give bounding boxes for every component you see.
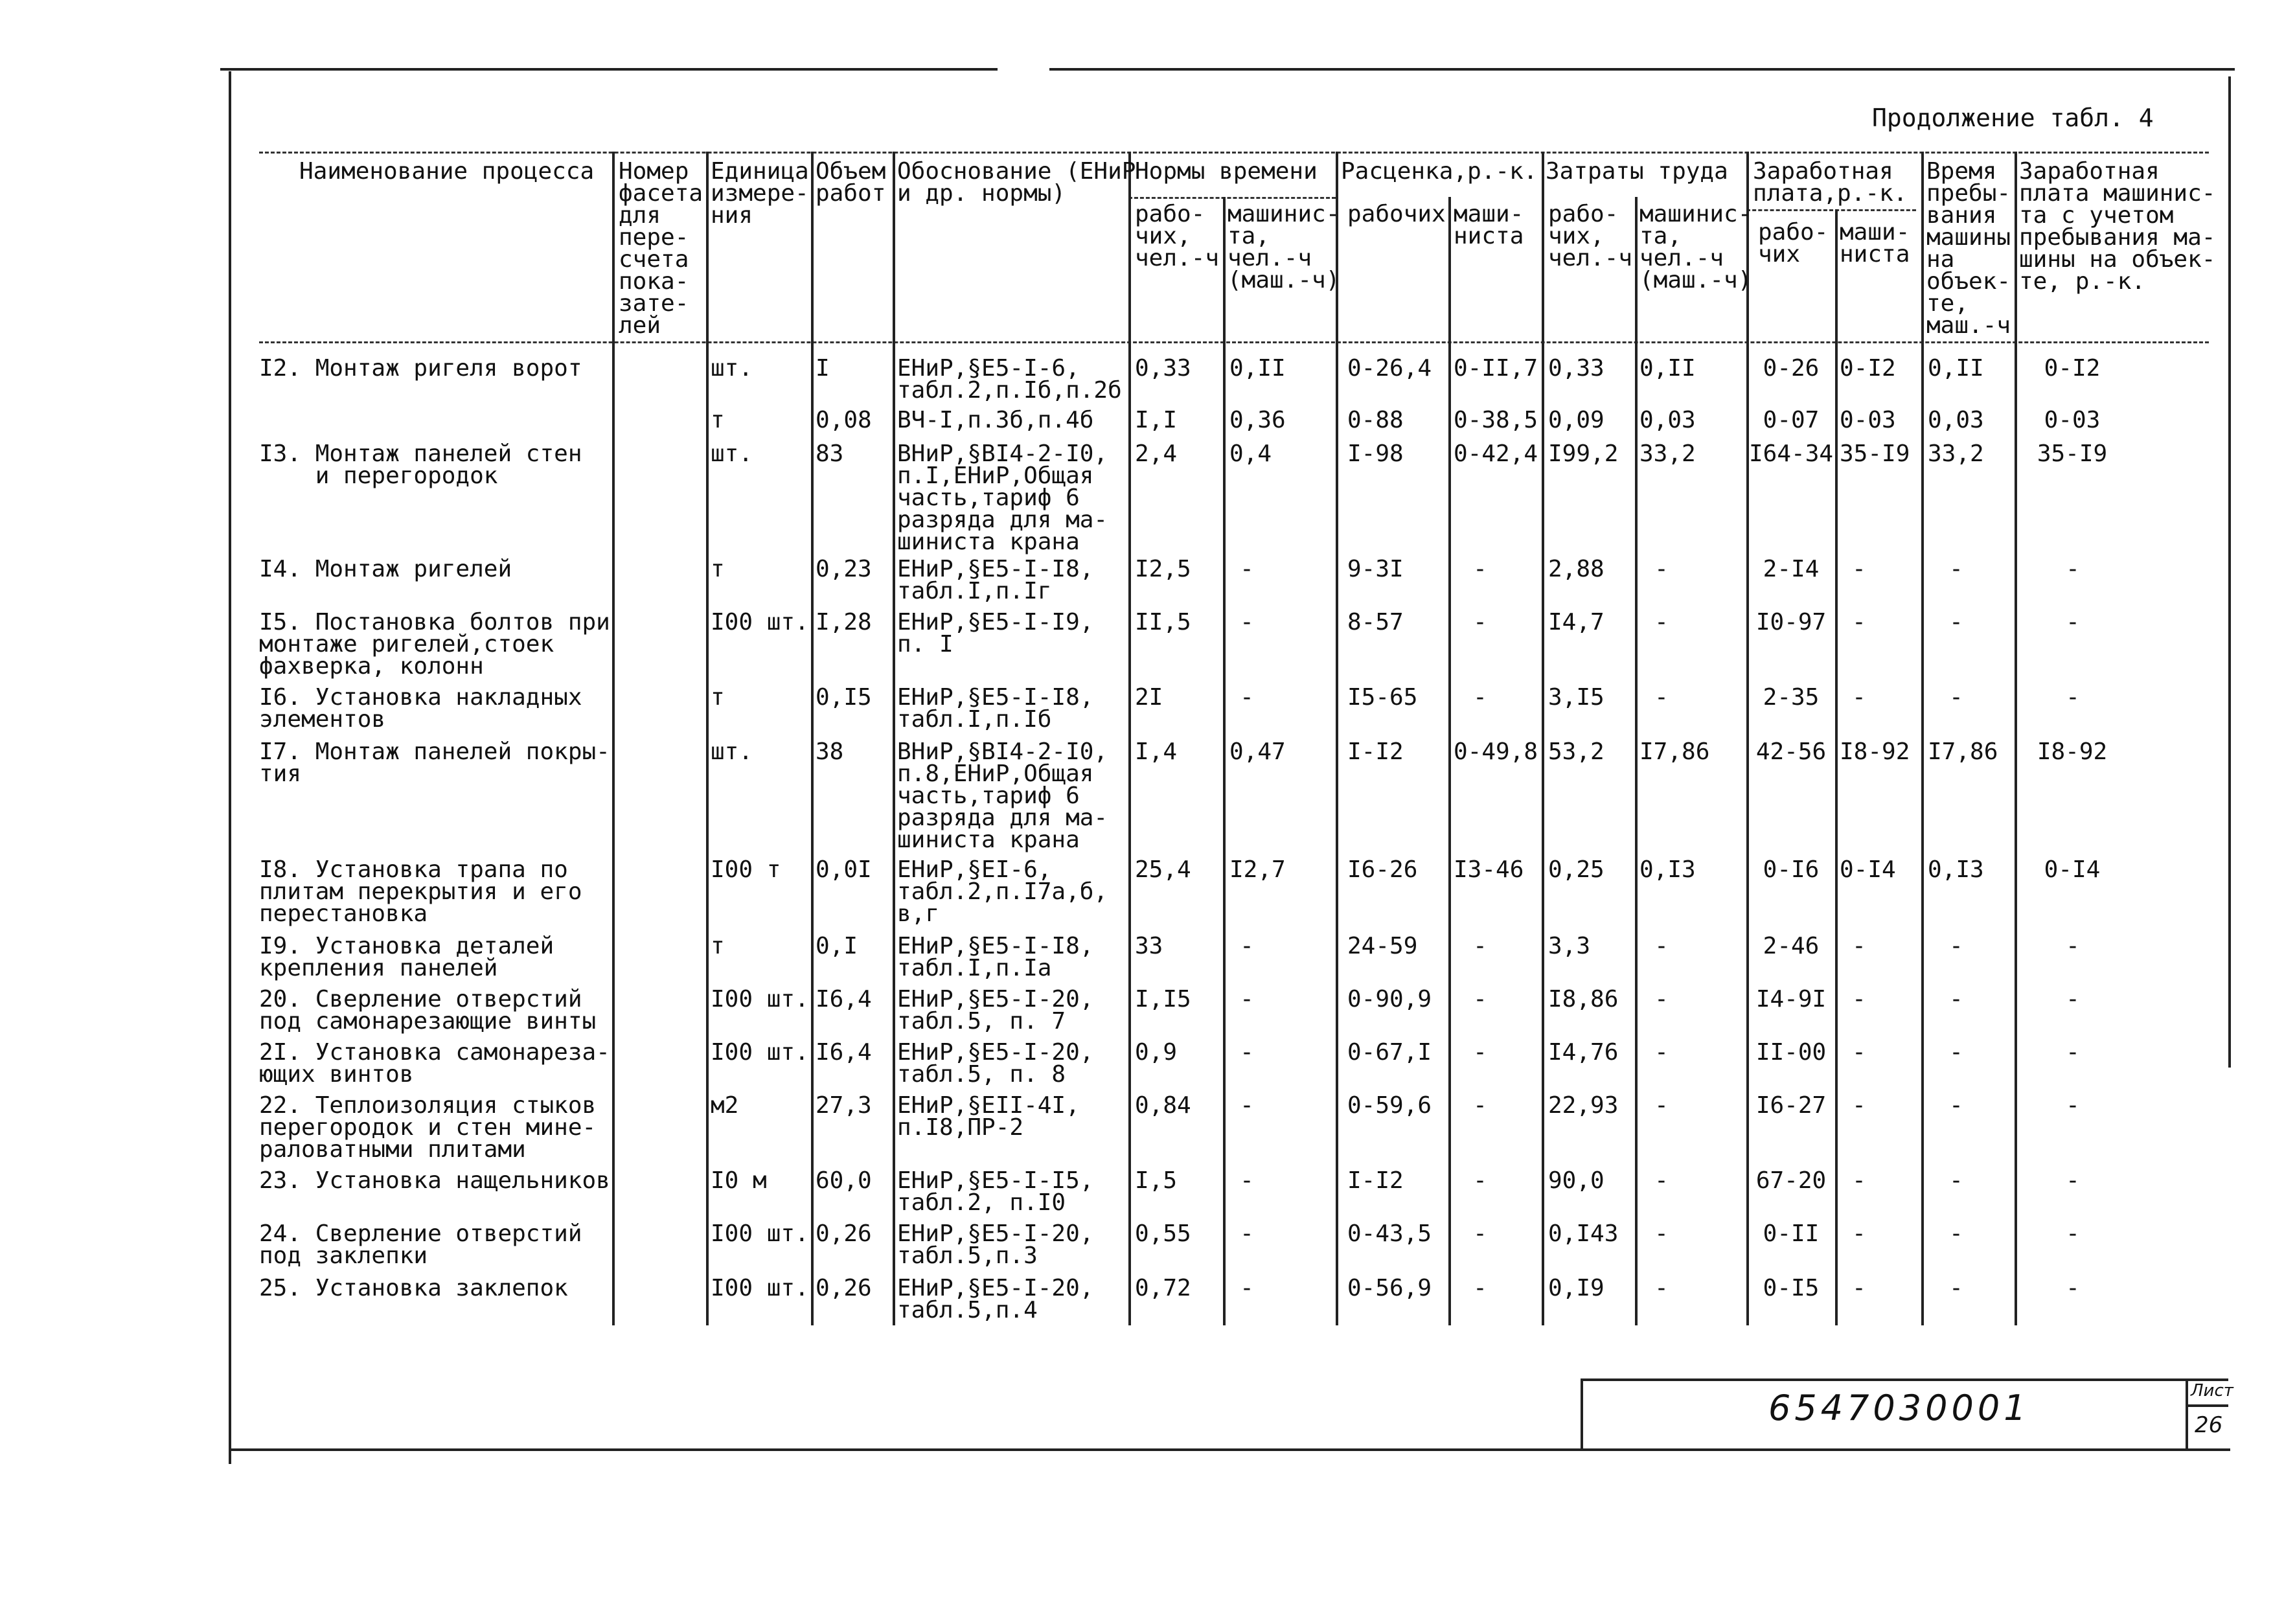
cell-unit: I00 шт. xyxy=(711,986,809,1012)
cell-lm: 0,II xyxy=(1639,355,1696,382)
cell-rw: I-98 xyxy=(1347,440,1404,467)
subheader-line-wage xyxy=(1746,209,1916,211)
cell-nm: - xyxy=(1240,986,1254,1012)
cell-volume: 0,I5 xyxy=(816,684,872,711)
cell-lw: I4,76 xyxy=(1548,1039,1619,1066)
cell-lw: 0,25 xyxy=(1548,856,1605,883)
header-rate-workers: рабочих xyxy=(1347,201,1446,227)
cell-basis: ВЧ-I,п.3б,п.4б xyxy=(897,407,1094,433)
cell-nw: 25,4 xyxy=(1135,856,1191,883)
bottom-border xyxy=(229,1448,2230,1451)
cell-volume: I6,4 xyxy=(816,986,872,1012)
cell-volume: 38 xyxy=(816,738,844,765)
header-volume: Объем работ xyxy=(816,158,886,207)
cell-st: - xyxy=(1949,684,1963,711)
col-line xyxy=(893,152,895,1325)
cell-mw: - xyxy=(2066,1220,2080,1247)
cell-lm: - xyxy=(1654,556,1669,582)
cell-ww: 0-II xyxy=(1763,1220,1820,1247)
cell-ww: 0-I5 xyxy=(1763,1275,1820,1301)
col-line xyxy=(612,152,615,1325)
cell-basis: ЕНиР,§ЕI-6, табл.2,п.I7а,б, в,г xyxy=(897,856,1108,927)
cell-wm: I8-92 xyxy=(1840,738,1910,765)
cell-lm: 0,03 xyxy=(1639,407,1696,433)
cell-unit: шт. xyxy=(711,440,753,467)
cell-nm: - xyxy=(1240,1275,1254,1301)
cell-mw: - xyxy=(2066,609,2080,635)
cell-unit: I00 шт. xyxy=(711,1039,809,1066)
cell-rw: 0-26,4 xyxy=(1347,355,1432,382)
cell-unit: т xyxy=(711,684,725,711)
col-line xyxy=(1223,197,1226,1325)
cell-volume: 0,26 xyxy=(816,1220,872,1247)
cell-rw: 0-67,I xyxy=(1347,1039,1432,1066)
cell-lm: - xyxy=(1654,1220,1669,1247)
cell-mw: - xyxy=(2066,933,2080,959)
stamp-left-line xyxy=(1581,1378,1583,1450)
cell-unit: шт. xyxy=(711,738,753,765)
col-line xyxy=(1128,152,1131,1325)
cell-lm: - xyxy=(1654,609,1669,635)
cell-volume: I xyxy=(816,355,830,382)
cell-rw: I-I2 xyxy=(1347,738,1404,765)
cell-basis: ВНиР,§ВI4-2-I0, п.I,ЕНиР,Общая часть,тариф 6 разряда для ма- шиниста крана xyxy=(897,440,1108,555)
cell-lw: 22,93 xyxy=(1548,1092,1619,1119)
cell-rm: - xyxy=(1473,556,1487,582)
header-norms-workers: рабо- чих, чел.-ч xyxy=(1135,201,1220,271)
cell-ww: 0-07 xyxy=(1763,407,1820,433)
cell-name: 25. Установка заклепок xyxy=(259,1275,568,1301)
cell-st: - xyxy=(1949,1275,1963,1301)
header-rate: Расценка,р.-к. xyxy=(1341,158,1538,185)
cell-rm: - xyxy=(1473,1167,1487,1194)
cell-st: - xyxy=(1949,1220,1963,1247)
cell-volume: 83 xyxy=(816,440,844,467)
cell-ww: 67-20 xyxy=(1755,1167,1827,1194)
cell-nm: - xyxy=(1240,609,1254,635)
cell-ww: 0-I6 xyxy=(1763,856,1820,883)
col-line xyxy=(1448,197,1451,1325)
header-stay-time: Время пребы- вания машины на объек- те, маш.-ч xyxy=(1926,158,2011,339)
cell-st: I7,86 xyxy=(1928,738,1998,765)
cell-lw: 90,0 xyxy=(1548,1167,1605,1194)
cell-wm: 35-I9 xyxy=(1840,440,1910,467)
col-line xyxy=(1921,152,1924,1325)
cell-mw: I8-92 xyxy=(2037,738,2108,765)
cell-unit: I00 шт. xyxy=(711,1275,809,1301)
cell-ww: 42-56 xyxy=(1755,738,1827,765)
cell-ww: 2-35 xyxy=(1763,684,1820,711)
right-border xyxy=(2228,76,2231,1068)
cell-wm: - xyxy=(1852,933,1866,959)
cell-volume: 0,26 xyxy=(816,1275,872,1301)
cell-wm: - xyxy=(1852,986,1866,1012)
sheet-number: 26 xyxy=(2195,1412,2223,1438)
cell-nm: - xyxy=(1240,556,1254,582)
cell-wm: 0-03 xyxy=(1840,407,1896,433)
cell-rm: 0-II,7 xyxy=(1454,355,1538,382)
cell-nm: - xyxy=(1240,1167,1254,1194)
cell-ww: I4-9I xyxy=(1755,986,1827,1012)
cell-mw: - xyxy=(2066,1275,2080,1301)
cell-lw: 2,88 xyxy=(1548,556,1605,582)
cell-st: - xyxy=(1949,1167,1963,1194)
cell-lm: - xyxy=(1654,1275,1669,1301)
cell-st: - xyxy=(1949,933,1963,959)
cell-mw: 0-I2 xyxy=(2044,355,2101,382)
cell-lm: 0,I3 xyxy=(1639,856,1696,883)
header-labor: Затраты труда xyxy=(1546,158,1728,185)
cell-mw: - xyxy=(2066,684,2080,711)
cell-rw: 24-59 xyxy=(1347,933,1418,959)
stamp-top-line xyxy=(1581,1378,2228,1381)
cell-basis: ВНиР,§ВI4-2-I0, п.8,ЕНиР,Общая часть,тариф 6 разряда для ма- шиниста крана xyxy=(897,738,1108,853)
cell-rw: I6-26 xyxy=(1347,856,1418,883)
header-bottom-line xyxy=(259,341,2209,343)
subheader-line-norms xyxy=(1128,197,1336,199)
cell-st: - xyxy=(1949,1039,1963,1066)
cell-wm: - xyxy=(1852,1275,1866,1301)
cell-name: 2I. Установка самонареза- ющих винтов xyxy=(259,1039,610,1088)
top-border-left xyxy=(220,68,998,71)
stamp-divider-line xyxy=(2186,1378,2188,1450)
cell-basis: ЕНиР,§Е5-I-I5, табл.2, п.I0 xyxy=(897,1167,1094,1216)
cell-volume: 0,23 xyxy=(816,556,872,582)
cell-volume: I,28 xyxy=(816,609,872,635)
cell-name: I8. Установка трапа по плитам перекрытия и его перестановка xyxy=(259,856,582,927)
cell-st: 0,03 xyxy=(1928,407,1984,433)
cell-unit: т xyxy=(711,933,725,959)
header-norms-machinist: машинис- та, чел.-ч (маш.-ч) xyxy=(1228,201,1340,293)
cell-volume: 60,0 xyxy=(816,1167,872,1194)
cell-rw: 0-56,9 xyxy=(1347,1275,1432,1301)
cell-nm: - xyxy=(1240,1220,1254,1247)
cell-wm: 0-I2 xyxy=(1840,355,1896,382)
top-border-right xyxy=(1049,68,2235,71)
cell-basis: ЕНиР,§Е5-I-20, табл.5, п. 7 xyxy=(897,986,1094,1035)
cell-wm: - xyxy=(1852,609,1866,635)
cell-basis: ЕНиР,§ЕII-4I, п.I8,ПР-2 xyxy=(897,1092,1080,1141)
cell-ww: 2-46 xyxy=(1763,933,1820,959)
header-wage-machinist: маши- ниста xyxy=(1840,219,1910,268)
cell-lm: - xyxy=(1654,933,1669,959)
cell-name: I3. Монтаж панелей стен и перегородок xyxy=(259,440,582,489)
cell-nm: - xyxy=(1240,1092,1254,1119)
cell-mw: - xyxy=(2066,1167,2080,1194)
cell-mw: 0-I4 xyxy=(2044,856,2101,883)
cell-nw: 0,72 xyxy=(1135,1275,1191,1301)
cell-rw: I5-65 xyxy=(1347,684,1418,711)
header-name: Наименование процесса xyxy=(299,158,595,185)
cell-nw: 33 xyxy=(1135,933,1163,959)
cell-ww: I6-27 xyxy=(1755,1092,1827,1119)
cell-lm: - xyxy=(1654,1167,1669,1194)
cell-st: - xyxy=(1949,556,1963,582)
left-border xyxy=(229,71,231,1464)
cell-mw: - xyxy=(2066,1092,2080,1119)
cell-volume: 0,0I xyxy=(816,856,872,883)
col-line xyxy=(1835,209,1838,1325)
cell-lw: I99,2 xyxy=(1548,440,1619,467)
cell-basis: ЕНиР,§Е5-I-20, табл.5, п. 8 xyxy=(897,1039,1094,1088)
cell-st: - xyxy=(1949,609,1963,635)
cell-basis: ЕНиР,§Е5-I-I8, табл.I,п.Iг xyxy=(897,556,1094,604)
cell-name: I9. Установка деталей крепления панелей xyxy=(259,933,554,981)
cell-nm: - xyxy=(1240,684,1254,711)
cell-basis: ЕНиР,§Е5-I-I8, табл.I,п.Iб xyxy=(897,684,1094,733)
cell-nm: I2,7 xyxy=(1229,856,1286,883)
cell-mw: - xyxy=(2066,986,2080,1012)
cell-basis: ЕНиР,§Е5-I-I9, п. I xyxy=(897,609,1094,658)
cell-nm: 0,II xyxy=(1229,355,1286,382)
cell-wm: - xyxy=(1852,1220,1866,1247)
cell-nw: 0,55 xyxy=(1135,1220,1191,1247)
cell-lw: I8,86 xyxy=(1548,986,1619,1012)
cell-name: 24. Сверление отверстий под заклепки xyxy=(259,1220,582,1269)
sheet-label: Лист xyxy=(2191,1381,2233,1401)
header-labor-machinist: машинис- та, чел.-ч (маш.-ч) xyxy=(1639,201,1752,293)
cell-volume: I6,4 xyxy=(816,1039,872,1066)
cell-name: I5. Постановка болтов при монтаже ригелей,стоек фахверка, колонн xyxy=(259,609,610,680)
cell-st: - xyxy=(1949,986,1963,1012)
cell-basis: ЕНиР,§Е5-I-20, табл.5,п.3 xyxy=(897,1220,1094,1269)
header-unit: Единица измере- ния xyxy=(711,158,809,229)
cell-unit: I00 шт. xyxy=(711,1220,809,1247)
cell-lw: I4,7 xyxy=(1548,609,1605,635)
header-rate-machinist: маши- ниста xyxy=(1454,201,1524,249)
cell-lw: 3,3 xyxy=(1548,933,1591,959)
header-facet: Номер фасета для пере- счета пока- зате- лей xyxy=(619,158,703,339)
cell-rm: - xyxy=(1473,609,1487,635)
header-labor-workers: рабо- чих, чел.-ч xyxy=(1548,201,1633,271)
cell-name: 23. Установка нащельников xyxy=(259,1167,610,1194)
cell-basis: ЕНиР,§Е5-I-6, табл.2,п.Iб,п.2б xyxy=(897,355,1122,404)
cell-lw: 3,I5 xyxy=(1548,684,1605,711)
cell-rm: 0-42,4 xyxy=(1454,440,1538,467)
cell-volume: 0,I xyxy=(816,933,858,959)
cell-name: I6. Установка накладных элементов xyxy=(259,684,582,733)
cell-rw: 0-43,5 xyxy=(1347,1220,1432,1247)
cell-rm: - xyxy=(1473,1092,1487,1119)
cell-nw: I,4 xyxy=(1135,738,1178,765)
cell-nw: I2,5 xyxy=(1135,556,1191,582)
cell-nm: 0,4 xyxy=(1229,440,1272,467)
cell-nm: 0,47 xyxy=(1229,738,1286,765)
cell-wm: 0-I4 xyxy=(1840,856,1896,883)
cell-mw: - xyxy=(2066,1039,2080,1066)
header-machinist-wage: Заработная плата машинис- та с учетом пребывания ма- шины на объек- те, р.-к. xyxy=(2019,158,2216,295)
header-wage: Заработная плата,р.-к. xyxy=(1753,158,1908,207)
cell-st: - xyxy=(1949,1092,1963,1119)
cell-rw: 0-59,6 xyxy=(1347,1092,1432,1119)
cell-rm: 0-49,8 xyxy=(1454,738,1538,765)
cell-nw: 2I xyxy=(1135,684,1163,711)
cell-unit: т xyxy=(711,556,725,582)
cell-lm: - xyxy=(1654,684,1669,711)
cell-unit: I00 т xyxy=(711,856,781,883)
col-line xyxy=(2015,152,2017,1325)
cell-nw: I,5 xyxy=(1135,1167,1178,1194)
cell-unit: т xyxy=(711,407,725,433)
cell-lm: - xyxy=(1654,1092,1669,1119)
cell-nw: I,I xyxy=(1135,407,1178,433)
cell-rm: - xyxy=(1473,1220,1487,1247)
cell-rw: 9-3I xyxy=(1347,556,1404,582)
cell-rm: - xyxy=(1473,986,1487,1012)
cell-unit: шт. xyxy=(711,355,753,382)
cell-volume: 0,08 xyxy=(816,407,872,433)
cell-nm: - xyxy=(1240,933,1254,959)
cell-unit: I0 м xyxy=(711,1167,767,1194)
cell-st: 33,2 xyxy=(1928,440,1984,467)
header-wage-workers: рабо- чих xyxy=(1758,219,1829,268)
cell-name: I7. Монтаж панелей покры- тия xyxy=(259,738,610,787)
cell-volume: 27,3 xyxy=(816,1092,872,1119)
cell-name: 20. Сверление отверстий под самонарезающие винты xyxy=(259,986,597,1035)
cell-basis: ЕНиР,§Е5-I-I8, табл.I,п.Iа xyxy=(897,933,1094,981)
cell-wm: - xyxy=(1852,1167,1866,1194)
col-line xyxy=(1542,152,1544,1325)
cell-rm: - xyxy=(1473,1275,1487,1301)
cell-basis: ЕНиР,§Е5-I-20, табл.5,п.4 xyxy=(897,1275,1094,1323)
col-line xyxy=(1746,152,1749,1325)
cell-mw: - xyxy=(2066,556,2080,582)
cell-rm: - xyxy=(1473,1039,1487,1066)
cell-st: 0,II xyxy=(1928,355,1984,382)
stamp-sheet-line xyxy=(2186,1404,2228,1407)
cell-wm: - xyxy=(1852,556,1866,582)
cell-rm: I3-46 xyxy=(1454,856,1524,883)
cell-rm: - xyxy=(1473,933,1487,959)
cell-nw: I,I5 xyxy=(1135,986,1191,1012)
cell-lm: 33,2 xyxy=(1639,440,1696,467)
cell-nm: - xyxy=(1240,1039,1254,1066)
cell-wm: - xyxy=(1852,1092,1866,1119)
cell-lm: - xyxy=(1654,1039,1669,1066)
cell-unit: м2 xyxy=(711,1092,739,1119)
header-norms: Нормы времени xyxy=(1135,158,1318,185)
cell-name: I2. Монтаж ригеля ворот xyxy=(259,355,582,382)
cell-mw: 0-03 xyxy=(2044,407,2101,433)
col-line xyxy=(706,152,709,1325)
cell-rw: 0-90,9 xyxy=(1347,986,1432,1012)
cell-nw: II,5 xyxy=(1135,609,1191,635)
cell-wm: - xyxy=(1852,684,1866,711)
cell-ww: I64-34 xyxy=(1749,440,1834,467)
cell-ww: 0-26 xyxy=(1763,355,1820,382)
cell-rw: 0-88 xyxy=(1347,407,1404,433)
cell-lw: 0,I9 xyxy=(1548,1275,1605,1301)
cell-lm: I7,86 xyxy=(1639,738,1710,765)
cell-lw: 0,I43 xyxy=(1548,1220,1619,1247)
cell-rw: 8-57 xyxy=(1347,609,1404,635)
cell-nw: 0,33 xyxy=(1135,355,1191,382)
cell-nm: 0,36 xyxy=(1229,407,1286,433)
cell-lw: 0,33 xyxy=(1548,355,1605,382)
header-basis: Обоснование (ЕНиР и др. нормы) xyxy=(897,158,1136,207)
cell-nw: 0,9 xyxy=(1135,1039,1178,1066)
col-line xyxy=(1635,197,1638,1325)
cell-lw: 0,09 xyxy=(1548,407,1605,433)
table-top-line xyxy=(259,152,2209,154)
cell-wm: - xyxy=(1852,1039,1866,1066)
col-line xyxy=(811,152,814,1325)
cell-nw: 0,84 xyxy=(1135,1092,1191,1119)
col-line xyxy=(1336,152,1338,1325)
document-code: 6547030001 xyxy=(1768,1388,2030,1428)
cell-unit: I00 шт. xyxy=(711,609,809,635)
cell-nw: 2,4 xyxy=(1135,440,1178,467)
cell-name: I4. Монтаж ригелей xyxy=(259,556,512,582)
cell-rm: - xyxy=(1473,684,1487,711)
cell-mw: 35-I9 xyxy=(2037,440,2108,467)
cell-st: 0,I3 xyxy=(1928,856,1984,883)
cell-ww: II-00 xyxy=(1755,1039,1827,1066)
cell-rm: 0-38,5 xyxy=(1454,407,1538,433)
cell-ww: 2-I4 xyxy=(1763,556,1820,582)
cell-ww: I0-97 xyxy=(1755,609,1827,635)
cell-lm: - xyxy=(1654,986,1669,1012)
table-title: Продолжение табл. 4 xyxy=(1872,104,2154,132)
cell-lw: 53,2 xyxy=(1548,738,1605,765)
cell-name: 22. Теплоизоляция стыков перегородок и стен мине- раловатными плитами xyxy=(259,1092,597,1163)
cell-rw: I-I2 xyxy=(1347,1167,1404,1194)
